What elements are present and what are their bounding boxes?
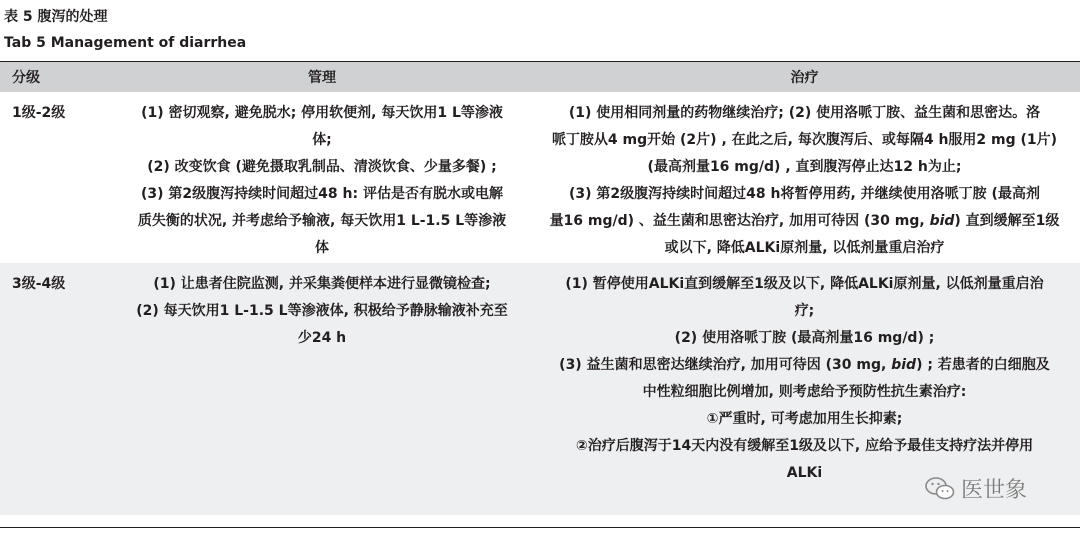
cell-line: 哌丁胺从4 mg开始 (2片) , 在此之后, 每次腹泻后、或每隔4 h服用2 mg (1片): [551, 132, 1058, 148]
header-grade: 分级: [12, 70, 40, 86]
header-treatment: 治疗: [790, 70, 819, 86]
cell-line: (2) 改变饮食 (避免摄取乳制品、清淡饮食、少量多餐) ;: [147, 159, 497, 175]
grade-cell: 3级-4级: [12, 276, 66, 292]
cell-line: (2) 使用洛哌丁胺 (最高剂量16 mg/d) ;: [674, 330, 935, 346]
cell-line: (3) 第2级腹泻持续时间超过48 h将暂停用药, 并继续使用洛哌丁胺 (最高剂: [569, 186, 1040, 202]
cell-line: (1) 使用相同剂量的药物继续治疗; (2) 使用洛哌丁胺、益生菌和思密达。洛: [568, 105, 1041, 121]
cell-line: (3) 益生菌和思密达继续治疗, 加用可待因 (30 mg, bid) ; 若患者的白细胞及: [559, 357, 1050, 373]
grade-cell: 1级-2级: [12, 105, 66, 121]
management-cell: [115, 263, 529, 515]
cell-line: ALKi: [786, 465, 823, 481]
diarrhea-management-table: [0, 61, 1080, 528]
table-caption-cn: 表 5 腹泻的处理: [4, 9, 108, 25]
watermark-text: 医世象: [961, 478, 1028, 503]
cell-line: (1) 密切观察, 避免脱水; 停用软便剂, 每天饮用1 L等渗液: [141, 105, 503, 121]
cell-line: ①严重时, 可考虑加用生长抑素;: [706, 411, 903, 427]
table-header-row: [0, 62, 1080, 92]
watermark: [925, 473, 1027, 504]
cell-line: (2) 每天饮用1 L-1.5 L等渗液体, 积极给予静脉输液补充至: [136, 303, 508, 319]
table-row: [0, 92, 1080, 263]
management-cell: [115, 92, 529, 263]
header-management: 管理: [308, 70, 336, 86]
wechat-icon: [925, 476, 955, 502]
cell-line: 少24 h: [297, 330, 347, 346]
cell-line: 疗;: [794, 303, 815, 319]
cell-line: (1) 让患者住院监测, 并采集粪便样本进行显微镜检查;: [153, 276, 491, 292]
cell-line: 质失衡的状况, 并考虑给予输液, 每天饮用1 L-1.5 L等渗液: [137, 213, 507, 229]
cell-line: 体: [315, 240, 329, 256]
table-row: [0, 263, 1080, 515]
cell-line: (1) 暂停使用ALKi直到缓解至1级及以下, 降低ALKi原剂量, 以低剂量重启治: [565, 276, 1044, 292]
cell-line: ②治疗后腹泻于14天内没有缓解至1级及以下, 应给予最佳支持疗法并停用: [575, 438, 1034, 454]
cell-line: 或以下, 降低ALKi原剂量, 以低剂量重启治疗: [664, 240, 945, 256]
cell-line: 中性粒细胞比例增加, 则考虑给予预防性抗生素治疗:: [642, 384, 967, 400]
cell-line: (3) 第2级腹泻持续时间超过48 h: 评估是否有脱水或电解: [141, 186, 503, 202]
cell-line: 体;: [312, 132, 332, 148]
cell-line: 量16 mg/d) 、益生菌和思密达治疗, 加用可待因 (30 mg, bid) 直到缓解至1级: [549, 213, 1060, 229]
table-caption-en: Tab 5 Management of diarrhea: [4, 35, 247, 51]
treatment-cell: [529, 92, 1080, 263]
cell-line: (最高剂量16 mg/d) , 直到腹泻停止达12 h为止;: [647, 159, 962, 175]
